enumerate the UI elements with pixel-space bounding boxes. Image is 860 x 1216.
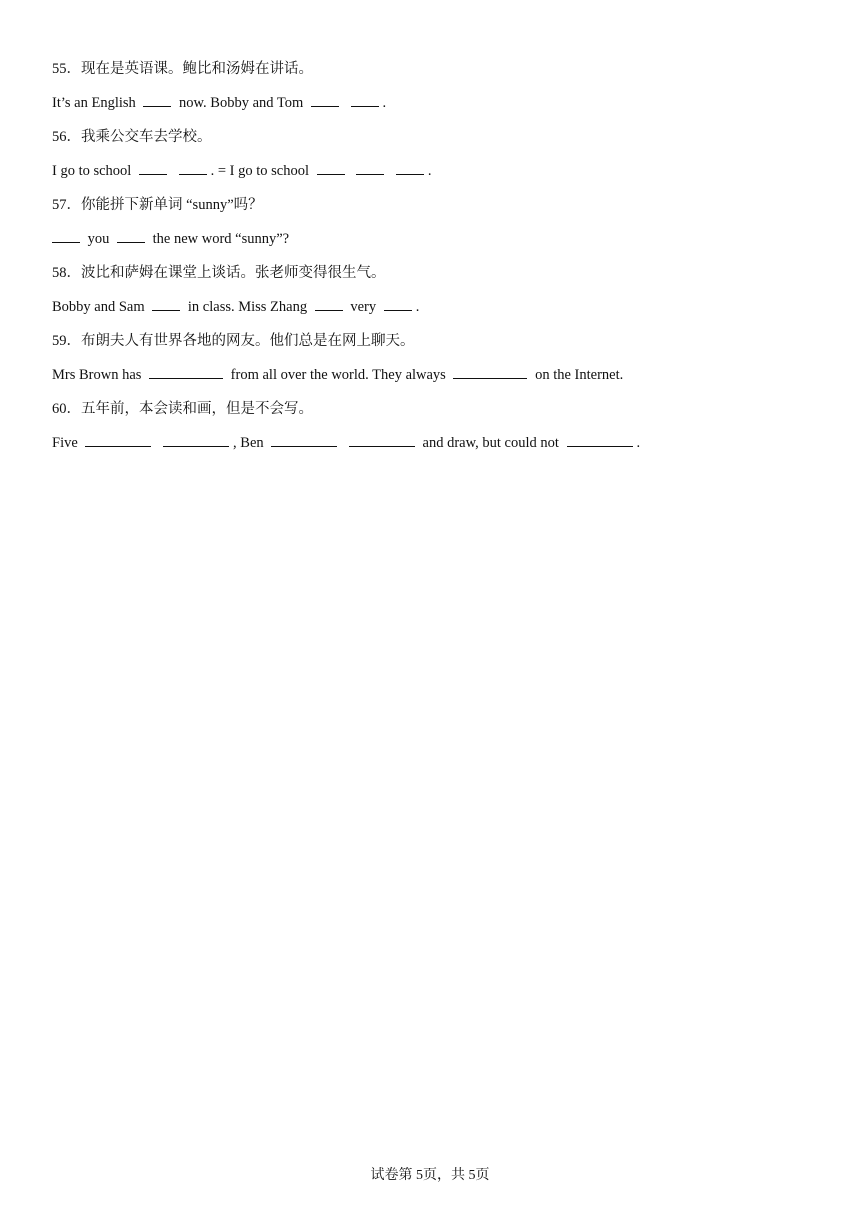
- answer-blank[interactable]: [567, 434, 633, 447]
- question-57-prompt: 57．你能拼下新单词 “sunny”吗？: [52, 197, 263, 213]
- answer-blank[interactable]: [117, 230, 145, 243]
- text-segment: and draw, but could not: [422, 435, 559, 451]
- question-55-sentence: [52, 94, 386, 112]
- text-segment: in class. Miss Zhang: [187, 299, 308, 315]
- answer-blank[interactable]: [356, 162, 384, 175]
- answer-blank[interactable]: [384, 298, 412, 311]
- text-segment: Mrs Brown has: [52, 367, 142, 383]
- text-segment: .: [382, 95, 387, 111]
- answer-blank[interactable]: [179, 162, 207, 175]
- answer-blank[interactable]: [271, 434, 337, 447]
- question-59-prompt: 59．布朗夫人有世界各地的网友。他们总是在网上聊天。: [52, 333, 415, 349]
- answer-blank[interactable]: [311, 94, 339, 107]
- text-segment: , Ben: [233, 435, 264, 451]
- answer-blank[interactable]: [143, 94, 171, 107]
- question-59-sentence: [52, 366, 623, 384]
- answer-blank[interactable]: [349, 434, 415, 447]
- answer-blank[interactable]: [163, 434, 229, 447]
- text-segment: .: [636, 435, 641, 451]
- text-segment: It’s an English: [52, 95, 136, 111]
- text-segment: . = I go to school: [210, 163, 309, 179]
- text-segment: the new word “sunny”?: [152, 231, 290, 247]
- text-segment: I go to school: [52, 163, 132, 179]
- question-56-prompt: 56．我乘公交车去学校。: [52, 129, 212, 145]
- text-segment: on the Internet.: [535, 367, 624, 383]
- answer-blank[interactable]: [396, 162, 424, 175]
- question-58-prompt: 58．波比和萨姆在课堂上谈话。张老师变得很生气。: [52, 265, 386, 281]
- question-60-prompt: 60．五年前，本会读和画，但是不会写。: [52, 401, 313, 417]
- question-57-sentence: [52, 230, 289, 248]
- text-segment: from all over the world. They always: [230, 367, 446, 383]
- text-segment: you: [87, 231, 110, 247]
- text-segment: Five: [52, 435, 78, 451]
- text-segment: .: [427, 163, 432, 179]
- answer-blank[interactable]: [52, 230, 80, 243]
- page-footer: 试卷第 5页，共 5页: [370, 1168, 490, 1183]
- text-segment: Bobby and Sam: [52, 299, 145, 315]
- answer-blank[interactable]: [139, 162, 167, 175]
- answer-blank[interactable]: [315, 298, 343, 311]
- text-segment: now. Bobby and Tom: [179, 95, 304, 111]
- answer-blank[interactable]: [149, 366, 223, 379]
- answer-blank[interactable]: [85, 434, 151, 447]
- question-56-sentence: [52, 162, 432, 180]
- question-55-prompt: 55．现在是英语课。鲍比和汤姆在讲话。: [52, 61, 313, 77]
- answer-blank[interactable]: [152, 298, 180, 311]
- answer-blank[interactable]: [453, 366, 527, 379]
- answer-blank[interactable]: [317, 162, 345, 175]
- answer-blank[interactable]: [351, 94, 379, 107]
- question-58-sentence: [52, 298, 419, 316]
- text-segment: very: [350, 299, 377, 315]
- text-segment: .: [415, 299, 420, 315]
- question-60-sentence: [52, 434, 640, 452]
